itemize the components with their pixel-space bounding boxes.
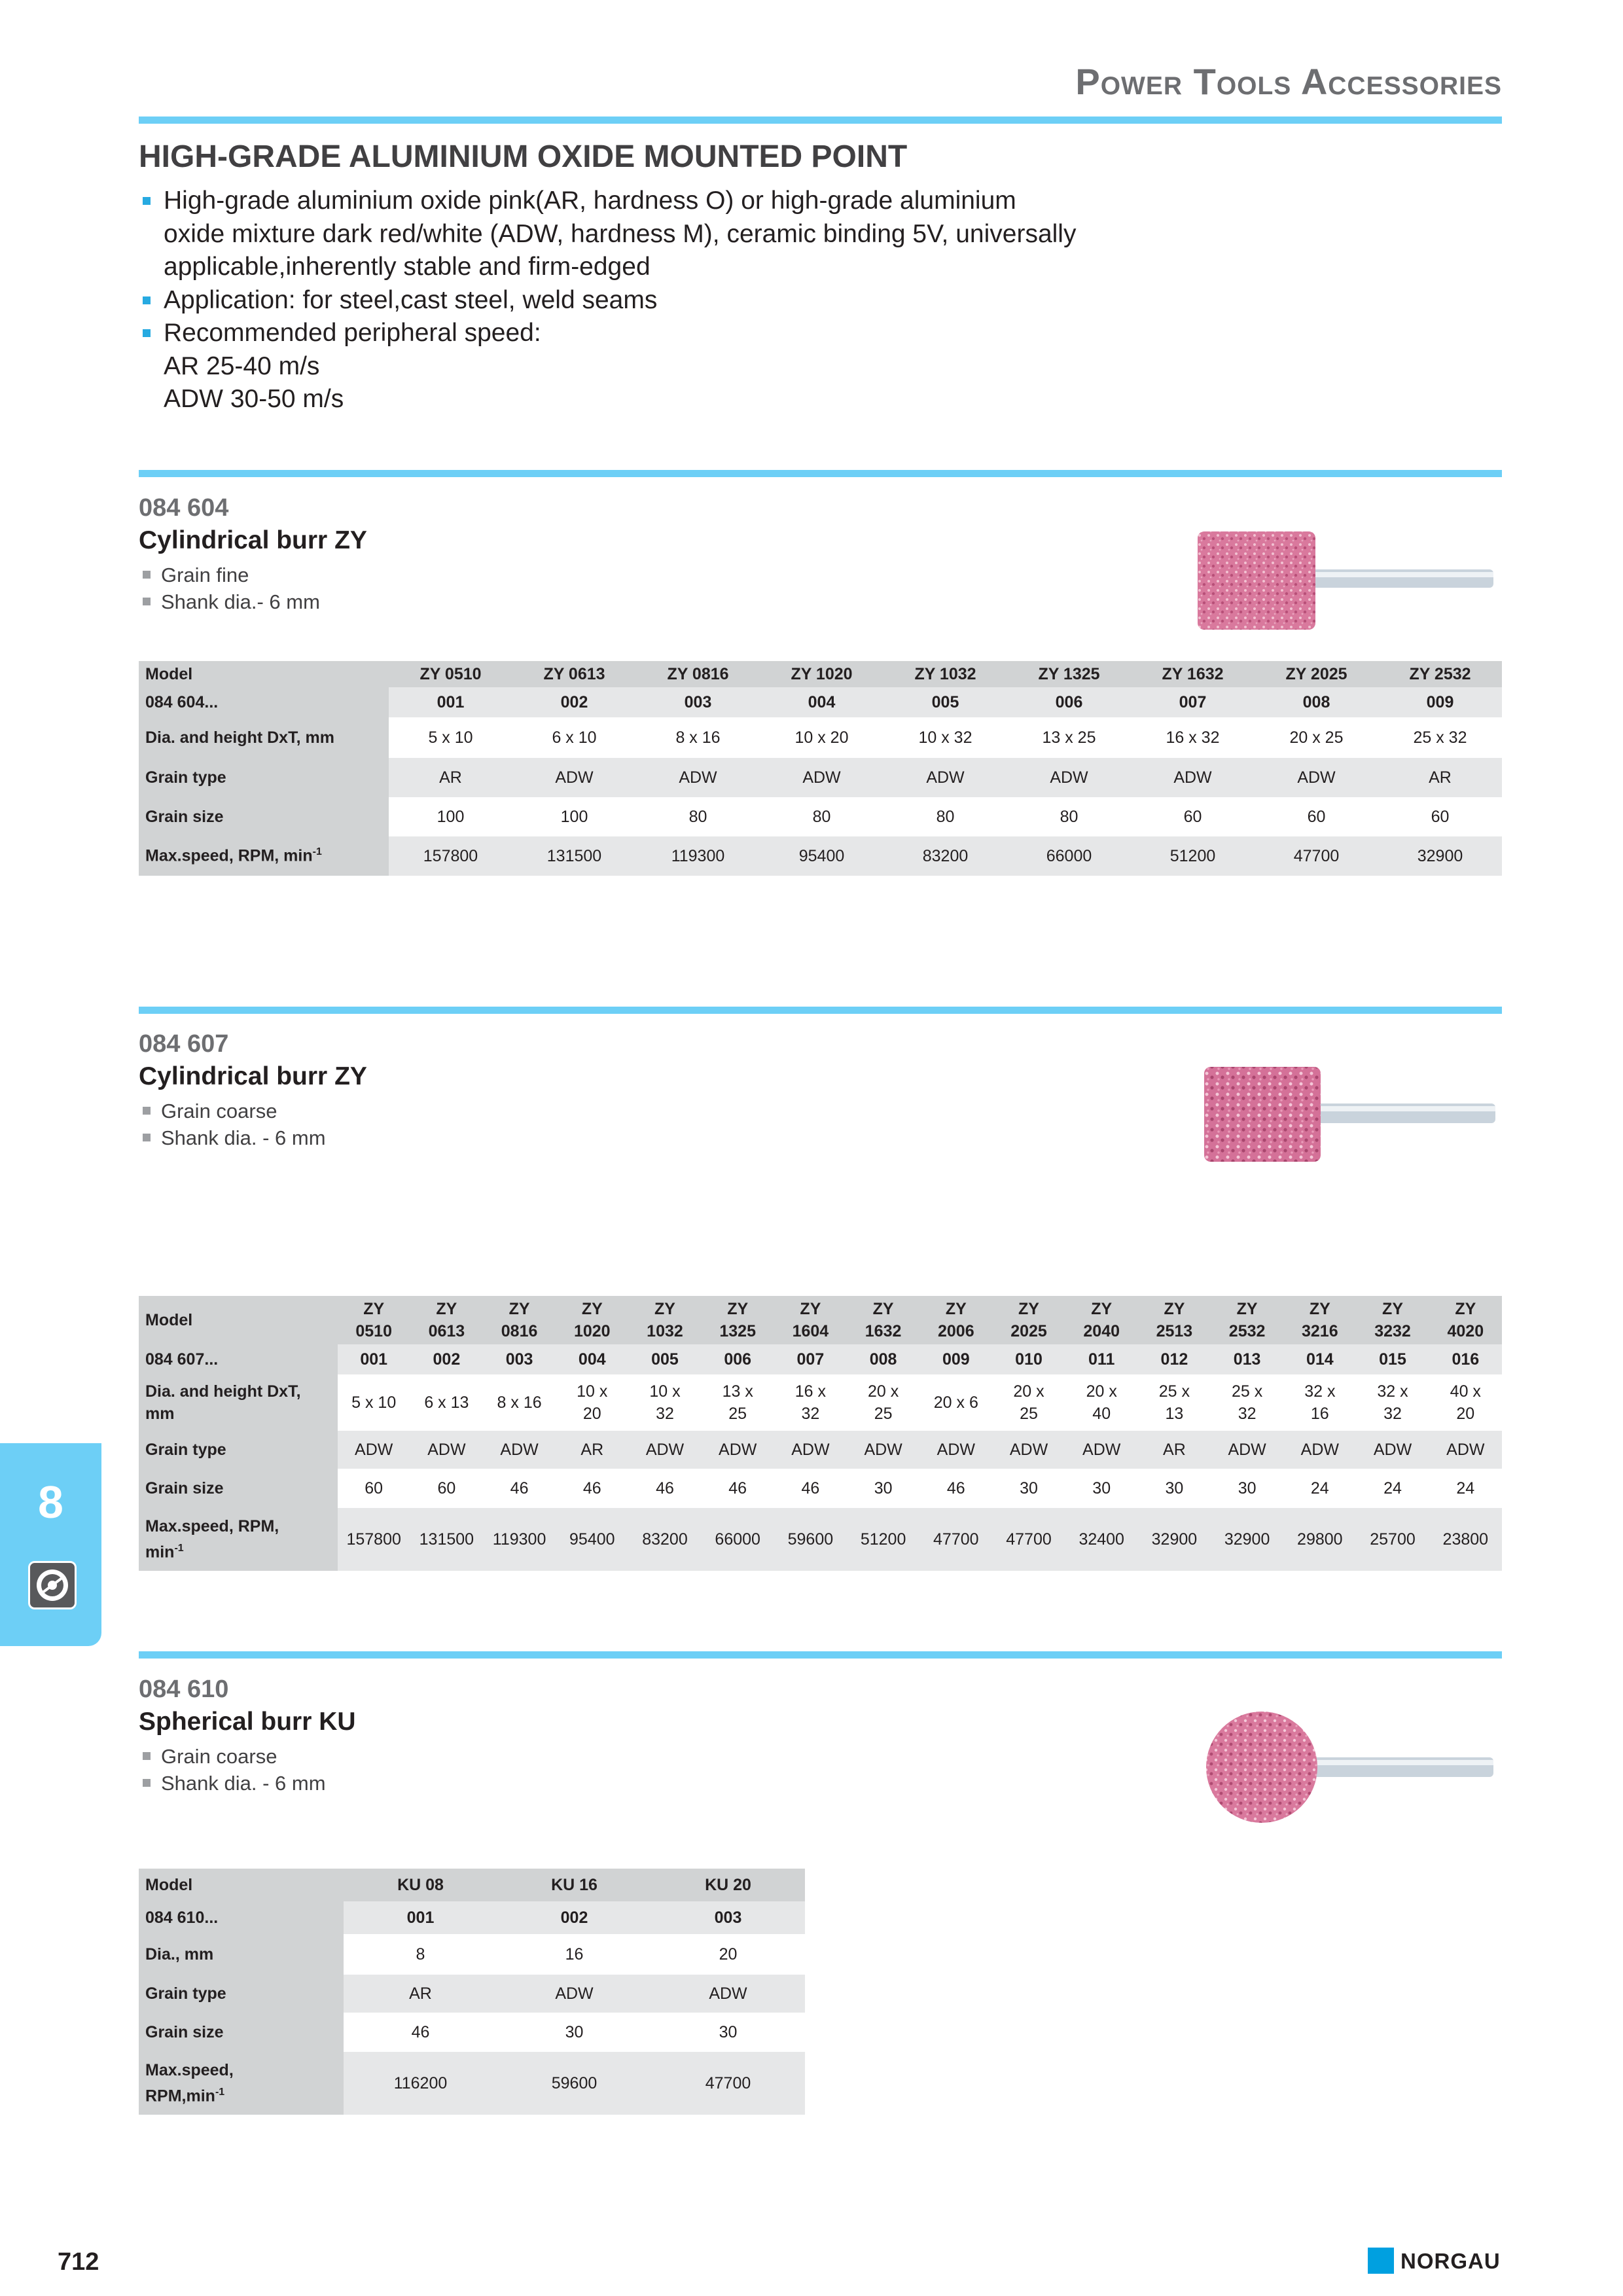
table-row: Grain size 60 60 46 46 46 46 46 30 46 30 30 30 30 24 24 24: [139, 1469, 1502, 1508]
spec-table-084604: [139, 661, 1502, 876]
spherical-burr-image: [1204, 1708, 1499, 1826]
chapter-tab[interactable]: [0, 1443, 101, 1646]
table-row: Model ZY 0510 ZY 0613 ZY 0816 ZY 1020 ZY 1032 ZY 1325 ZY 1632 ZY 2025 ZY 2532: [139, 661, 1502, 687]
table-row: Grain type ADW ADW ADW AR ADW ADW ADW ADW ADW ADW ADW AR ADW ADW ADW ADW: [139, 1431, 1502, 1469]
section-header: Power Tools Accessories: [1075, 61, 1502, 102]
table-row: Grain type AR ADW ADW: [139, 1975, 805, 2013]
product-section-084607: [139, 1030, 367, 1151]
product-features: Grain coarse Shank dia. - 6 mm: [139, 1743, 356, 1797]
product-section-084610: [139, 1676, 356, 1797]
product-code: 084 610: [139, 1676, 229, 1703]
section-rule: [139, 470, 1502, 477]
table-row: 084 604... 001 002 003 004 005 006 007 008 009: [139, 687, 1502, 717]
table-row: Model ZY 0510 ZY 0613 ZY 0816 ZY 1020 ZY 1032 ZY 1325 ZY 1604 ZY 1632 ZY 2006 ZY 2025 ZY 2040 ZY 2513 ZY 2532 ZY 3216 ZY 3232 ZY 4020: [139, 1296, 1502, 1344]
spec-table-084610: [139, 1869, 805, 2115]
table-row: Max.speed, RPM, $\min^{-1}$ 157800 131500 119300 95400 83200 66000 59600 51200 47700 47700 32400 32900 32900 29800 25700 23800: [139, 1508, 1502, 1571]
table-row: Max.speed, RPM, $\min^{-1}$ 157800 131500 119300 95400 83200 66000 51200 47700 32900: [139, 836, 1502, 876]
product-features: Grain coarse Shank dia. - 6 mm: [139, 1098, 367, 1151]
spec-table-084607: [139, 1296, 1502, 1571]
cylindrical-burr-fine-image: [1198, 524, 1499, 638]
bullet-item: Application: for steel,cast steel, weld seams: [139, 284, 1076, 317]
product-code: 084 607: [139, 1030, 229, 1058]
cylindrical-burr-coarse-image: [1204, 1060, 1499, 1168]
section-rule: [139, 1007, 1502, 1014]
product-name: Cylindrical burr ZY: [139, 526, 367, 554]
brand-logo-text: NORGAU: [1400, 2249, 1501, 2273]
product-code: 084 604: [139, 494, 229, 522]
bullet-item: High-grade aluminium oxide pink(AR, hardness O) or high-grade aluminium: [139, 185, 1076, 218]
table-row: Max.speed, $RPM,\min^{-1}$ 116200 59600 47700: [139, 2052, 805, 2115]
bullet-item: Recommended peripheral speed:: [139, 317, 1076, 350]
table-row: 084 607... 001 002 003 004 005 006 007 008 009 010 011 012 013 014 015 016: [139, 1344, 1502, 1374]
table-row: Model KU 08 KU 16 KU 20: [139, 1869, 805, 1901]
table-row: 084 610... 001 002 003: [139, 1901, 805, 1934]
grinding-disc-icon: [28, 1561, 77, 1609]
table-row: Dia. and height DxT, mm 5 x 10 6 x 10 8 x 16 10 x 20 10 x 32 13 x 25 16 x 32 20 x 25 25 x 32: [139, 717, 1502, 758]
section-rule: [139, 1651, 1502, 1659]
table-row: Grain size 100 100 80 80 80 80 60 60 60: [139, 797, 1502, 836]
page-number: 712: [58, 2248, 99, 2276]
header-rule: [139, 117, 1502, 124]
table-row: Grain size 46 30 30: [139, 2013, 805, 2052]
chapter-number: 8: [38, 1477, 63, 1528]
description-bullets: High-grade aluminium oxide pink(AR, hardness O) or high-grade aluminium oxide mixture dark red/white (ADW, hardness M), ceramic binding 5V, universally applicable,inherently stable and firm-edged Application: for steel,cast steel, weld seams Recommended peripheral speed: AR 25-40 m/s ADW 30-50 m/s: [139, 185, 1076, 416]
table-row: Grain type AR ADW ADW ADW ADW ADW ADW ADW AR: [139, 758, 1502, 797]
product-name: Cylindrical burr ZY: [139, 1062, 367, 1090]
table-row: Dia., mm 8 16 20: [139, 1934, 805, 1975]
brand-logo-mark: [1368, 2248, 1394, 2274]
table-row: Dia. and height DxT, mm 5 x 10 6 x 13 8 x 16 10 x 20 10 x 32 13 x 25 16 x 32 20 x 25 20 x 6 20 x 25 20 x 40 25 x 13 25 x 32 32 x 16 32 x 32 40 x 20: [139, 1374, 1502, 1431]
product-name: Spherical burr KU: [139, 1708, 356, 1736]
page-title: HIGH-GRADE ALUMINIUM OXIDE MOUNTED POINT: [139, 139, 908, 174]
product-section-084604: [139, 494, 367, 615]
product-features: Grain fine Shank dia.- 6 mm: [139, 562, 367, 615]
